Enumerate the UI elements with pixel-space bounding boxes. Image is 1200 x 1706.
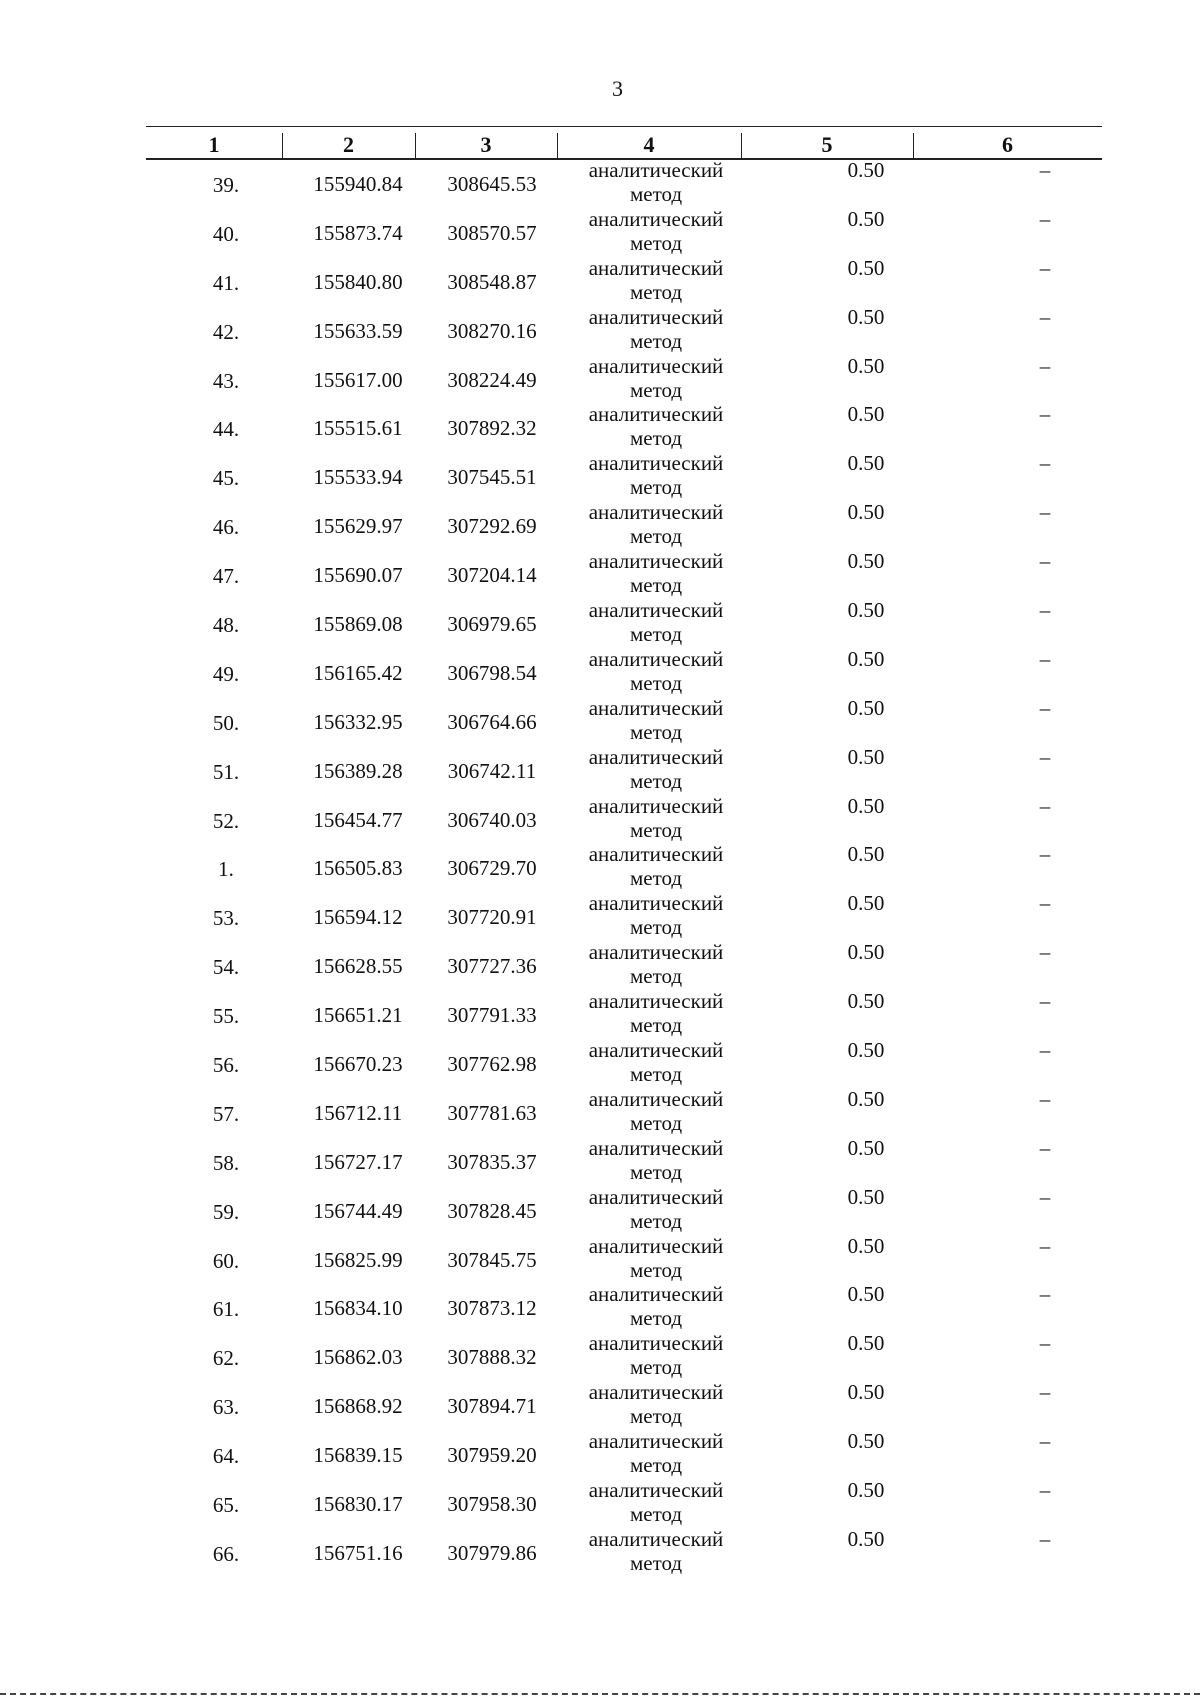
empty-dash: – (1039, 1478, 1051, 1503)
table-row (146, 842, 1102, 891)
table-row (146, 1527, 1102, 1576)
accuracy-value: 0.50 (847, 842, 885, 867)
method-line-2: метод (629, 1110, 683, 1135)
coordinate-y: 307292.69 (447, 514, 537, 539)
coordinate-y: 306742.11 (447, 758, 537, 783)
method-line-1: аналитический (588, 158, 724, 182)
method-line-1: аналитический (588, 402, 724, 427)
method-line-1: аналитический (588, 598, 724, 623)
empty-dash: – (1039, 206, 1051, 231)
method-line-2: метод (629, 670, 683, 695)
method-line-1: аналитический (588, 1478, 724, 1503)
method-cell (546, 1038, 766, 1086)
accuracy-value: 0.50 (847, 402, 885, 427)
method-cell (546, 549, 766, 597)
method-cell (546, 842, 766, 890)
method-line-1: аналитический (588, 744, 724, 769)
coordinate-y: 307545.51 (447, 465, 537, 490)
method-cell (546, 1087, 766, 1135)
method-line-1: аналитический (588, 989, 724, 1014)
method-line-1: аналитический (588, 304, 724, 329)
table-row (146, 989, 1102, 1038)
accuracy-value: 0.50 (847, 744, 885, 769)
coordinate-y: 307781.63 (447, 1100, 537, 1125)
accuracy-value: 0.50 (847, 158, 885, 182)
coordinate-x: 156825.99 (313, 1247, 403, 1272)
coordinate-x: 156862.03 (313, 1345, 403, 1370)
coordinate-y: 308548.87 (447, 269, 537, 294)
accuracy-value: 0.50 (847, 1380, 885, 1405)
coordinate-x: 156651.21 (313, 1003, 403, 1028)
coordinate-x: 155629.97 (313, 514, 403, 539)
point-number: 53. (212, 906, 240, 931)
coordinate-x: 155690.07 (313, 563, 403, 588)
method-line-1: аналитический (588, 451, 724, 476)
coordinate-y: 307204.14 (447, 563, 537, 588)
method-line-2: метод (629, 1062, 683, 1087)
coordinate-x: 156868.92 (313, 1394, 403, 1419)
table-row (146, 549, 1102, 598)
header-col-4: 4 (557, 133, 742, 158)
point-number: 44. (212, 417, 240, 442)
method-line-1: аналитический (588, 646, 724, 671)
method-cell (546, 696, 766, 744)
method-line-1: аналитический (588, 1331, 724, 1356)
coordinate-y: 306764.66 (447, 709, 537, 734)
method-cell (546, 891, 766, 939)
accuracy-value: 0.50 (847, 1429, 885, 1454)
empty-dash: – (1039, 940, 1051, 965)
coordinate-x: 155633.59 (313, 318, 403, 343)
method-cell (546, 1380, 766, 1428)
method-line-2: метод (629, 182, 683, 206)
method-cell (546, 1282, 766, 1330)
accuracy-value: 0.50 (847, 989, 885, 1014)
coordinate-y: 307762.98 (447, 1052, 537, 1077)
empty-dash: – (1039, 402, 1051, 427)
header-col-2: 2 (282, 133, 416, 158)
method-line-2: метод (629, 622, 683, 647)
table-row (146, 1429, 1102, 1478)
empty-dash: – (1039, 842, 1051, 867)
empty-dash: – (1039, 500, 1051, 525)
point-number: 58. (212, 1150, 240, 1175)
coordinate-x: 156834.10 (313, 1296, 403, 1321)
method-cell (546, 256, 766, 304)
coordinate-y: 307835.37 (447, 1149, 537, 1174)
coordinate-x: 156727.17 (313, 1149, 403, 1174)
page-bottom-edge (0, 1693, 1200, 1695)
accuracy-value: 0.50 (847, 451, 885, 476)
empty-dash: – (1039, 451, 1051, 476)
method-cell (546, 940, 766, 988)
coordinate-y: 307979.86 (447, 1540, 537, 1565)
point-number: 42. (212, 319, 240, 344)
point-number: 52. (212, 808, 240, 833)
method-line-1: аналитический (588, 1429, 724, 1454)
point-number: 63. (212, 1395, 240, 1420)
method-cell (546, 1234, 766, 1282)
point-number: 60. (212, 1248, 240, 1273)
method-cell (546, 1136, 766, 1184)
coordinate-x: 155873.74 (313, 220, 403, 245)
empty-dash: – (1039, 1184, 1051, 1209)
accuracy-value: 0.50 (847, 1086, 885, 1111)
table-row (146, 598, 1102, 647)
empty-dash: – (1039, 304, 1051, 329)
point-number: 48. (212, 613, 240, 638)
coordinate-x: 155869.08 (313, 612, 403, 637)
empty-dash: – (1039, 744, 1051, 769)
method-line-2: метод (629, 1257, 683, 1282)
empty-dash: – (1039, 1038, 1051, 1063)
method-cell (546, 207, 766, 255)
coordinate-y: 307892.32 (447, 416, 537, 441)
point-number: 59. (212, 1199, 240, 1224)
coordinate-x: 156839.15 (313, 1443, 403, 1468)
coordinate-y: 307828.45 (447, 1198, 537, 1223)
empty-dash: – (1039, 989, 1051, 1014)
table-row (146, 1331, 1102, 1380)
table-row (146, 745, 1102, 794)
empty-dash: – (1039, 1429, 1051, 1454)
method-line-1: аналитический (588, 1526, 724, 1551)
table-top-rule (146, 126, 1102, 127)
table-row (146, 1087, 1102, 1136)
coordinate-x: 156594.12 (313, 905, 403, 930)
method-cell (546, 794, 766, 842)
point-number: 43. (212, 368, 240, 393)
coordinate-y: 307845.75 (447, 1247, 537, 1272)
coordinate-y: 306740.03 (447, 807, 537, 832)
method-cell (546, 1478, 766, 1526)
method-line-2: метод (629, 915, 683, 940)
method-line-1: аналитический (588, 255, 724, 280)
empty-dash: – (1039, 1282, 1051, 1307)
empty-dash: – (1039, 549, 1051, 574)
coordinate-y: 308570.57 (447, 220, 537, 245)
accuracy-value: 0.50 (847, 646, 885, 671)
accuracy-value: 0.50 (847, 1478, 885, 1503)
table-row (146, 354, 1102, 403)
point-number: 49. (212, 661, 240, 686)
table-row (146, 891, 1102, 940)
empty-dash: – (1039, 1526, 1051, 1551)
accuracy-value: 0.50 (847, 598, 885, 623)
method-line-1: аналитический (588, 891, 724, 916)
table-header (146, 133, 1102, 160)
coordinate-y: 308270.16 (447, 318, 537, 343)
method-line-2: метод (629, 1208, 683, 1233)
accuracy-value: 0.50 (847, 1038, 885, 1063)
point-number: 47. (212, 564, 240, 589)
method-cell (546, 1185, 766, 1233)
table-row (146, 305, 1102, 354)
method-cell (546, 1331, 766, 1379)
method-line-2: метод (629, 279, 683, 304)
method-line-2: метод (629, 475, 683, 500)
accuracy-value: 0.50 (847, 1184, 885, 1209)
table-row (146, 256, 1102, 305)
header-col-1: 1 (146, 133, 283, 158)
empty-dash: – (1039, 793, 1051, 818)
table-row (146, 1380, 1102, 1429)
accuracy-value: 0.50 (847, 304, 885, 329)
point-number: 54. (212, 955, 240, 980)
coordinate-x: 156505.83 (313, 856, 403, 881)
method-cell (546, 305, 766, 353)
method-line-2: метод (629, 524, 683, 549)
coordinate-y: 306979.65 (447, 612, 537, 637)
method-line-1: аналитический (588, 695, 724, 720)
method-line-2: метод (629, 426, 683, 451)
empty-dash: – (1039, 255, 1051, 280)
header-col-5: 5 (741, 133, 914, 158)
table-row (146, 500, 1102, 549)
empty-dash: – (1039, 158, 1051, 182)
method-line-2: метод (629, 1404, 683, 1429)
method-cell (546, 500, 766, 548)
method-line-1: аналитический (588, 1184, 724, 1209)
table-row (146, 402, 1102, 451)
method-cell (546, 402, 766, 450)
accuracy-value: 0.50 (847, 940, 885, 965)
accuracy-value: 0.50 (847, 500, 885, 525)
method-line-2: метод (629, 1453, 683, 1478)
method-line-1: аналитический (588, 353, 724, 378)
method-cell (546, 1527, 766, 1575)
method-line-2: метод (629, 964, 683, 989)
accuracy-value: 0.50 (847, 1526, 885, 1551)
header-col-3: 3 (415, 133, 558, 158)
coordinate-y: 307720.91 (447, 905, 537, 930)
coordinate-x: 155515.61 (313, 416, 403, 441)
coordinate-x: 156628.55 (313, 954, 403, 979)
table-row (146, 207, 1102, 256)
point-number: 45. (212, 466, 240, 491)
point-number: 39. (212, 173, 240, 197)
method-cell (546, 647, 766, 695)
method-line-1: аналитический (588, 206, 724, 231)
page-number: 3 (612, 76, 623, 101)
method-line-2: метод (629, 1355, 683, 1380)
accuracy-value: 0.50 (847, 1331, 885, 1356)
point-number: 61. (212, 1297, 240, 1322)
point-number: 62. (212, 1346, 240, 1371)
method-line-1: аналитический (588, 1380, 724, 1405)
coordinate-x: 156751.16 (313, 1540, 403, 1565)
method-line-2: метод (629, 1306, 683, 1331)
method-line-2: метод (629, 1013, 683, 1038)
accuracy-value: 0.50 (847, 1282, 885, 1307)
point-number: 66. (212, 1541, 240, 1566)
coordinate-x: 156830.17 (313, 1492, 403, 1517)
coordinate-y: 308645.53 (447, 172, 537, 196)
empty-dash: – (1039, 891, 1051, 916)
coordinate-y: 307958.30 (447, 1492, 537, 1517)
method-cell (546, 158, 766, 206)
coordinate-x: 155940.84 (313, 172, 403, 196)
point-number: 65. (212, 1493, 240, 1518)
method-line-1: аналитический (588, 1135, 724, 1160)
method-line-2: метод (629, 866, 683, 891)
method-line-1: аналитический (588, 500, 724, 525)
accuracy-value: 0.50 (847, 206, 885, 231)
method-line-2: метод (629, 377, 683, 402)
method-cell (546, 745, 766, 793)
table-row (146, 1038, 1102, 1087)
empty-dash: – (1039, 1086, 1051, 1111)
coordinate-y: 308224.49 (447, 367, 537, 392)
method-line-2: метод (629, 230, 683, 255)
point-number: 1. (218, 857, 234, 882)
point-number: 64. (212, 1444, 240, 1469)
method-line-1: аналитический (588, 1282, 724, 1307)
accuracy-value: 0.50 (847, 353, 885, 378)
point-number: 55. (212, 1004, 240, 1029)
point-number: 40. (212, 221, 240, 246)
accuracy-value: 0.50 (847, 549, 885, 574)
coordinate-x: 156389.28 (313, 758, 403, 783)
coordinate-y: 307791.33 (447, 1003, 537, 1028)
empty-dash: – (1039, 646, 1051, 671)
point-number: 56. (212, 1053, 240, 1078)
coordinate-x: 156165.42 (313, 660, 403, 685)
point-number: 51. (212, 759, 240, 784)
header-col-6: 6 (1002, 132, 1013, 157)
method-line-2: метод (629, 1159, 683, 1184)
point-number: 41. (212, 270, 240, 295)
accuracy-value: 0.50 (847, 695, 885, 720)
empty-dash: – (1039, 695, 1051, 720)
coordinate-y: 307888.32 (447, 1345, 537, 1370)
table-row (146, 794, 1102, 843)
table-body (146, 158, 1102, 1576)
method-line-2: метод (629, 768, 683, 793)
coordinate-x: 155840.80 (313, 269, 403, 294)
table-row (146, 158, 1102, 207)
method-line-2: метод (629, 817, 683, 842)
accuracy-value: 0.50 (847, 793, 885, 818)
method-cell (546, 354, 766, 402)
accuracy-value: 0.50 (847, 1135, 885, 1160)
accuracy-value: 0.50 (847, 891, 885, 916)
method-cell (546, 451, 766, 499)
coordinate-x: 156454.77 (313, 807, 403, 832)
method-line-2: метод (629, 328, 683, 353)
coordinate-x: 155533.94 (313, 465, 403, 490)
empty-dash: – (1039, 1380, 1051, 1405)
empty-dash: – (1039, 353, 1051, 378)
method-line-1: аналитический (588, 549, 724, 574)
coordinate-y: 306798.54 (447, 660, 537, 685)
method-line-2: метод (629, 1502, 683, 1527)
table-row (146, 647, 1102, 696)
empty-dash: – (1039, 598, 1051, 623)
coordinate-x: 156744.49 (313, 1198, 403, 1223)
empty-dash: – (1039, 1233, 1051, 1258)
method-line-1: аналитический (588, 1086, 724, 1111)
point-number: 57. (212, 1101, 240, 1126)
coordinate-y: 307873.12 (447, 1296, 537, 1321)
method-line-2: метод (629, 573, 683, 598)
table-row (146, 696, 1102, 745)
method-cell (546, 1429, 766, 1477)
method-cell (546, 989, 766, 1037)
method-line-1: аналитический (588, 1038, 724, 1063)
table-row (146, 940, 1102, 989)
table-row (146, 1234, 1102, 1283)
coordinate-y: 307894.71 (447, 1394, 537, 1419)
method-line-2: метод (629, 719, 683, 744)
method-cell (546, 598, 766, 646)
coordinate-x: 155617.00 (313, 367, 403, 392)
empty-dash: – (1039, 1135, 1051, 1160)
coordinate-x: 156712.11 (313, 1100, 403, 1125)
accuracy-value: 0.50 (847, 1233, 885, 1258)
method-line-1: аналитический (588, 1233, 724, 1258)
coordinate-y: 307959.20 (447, 1443, 537, 1468)
table-row (146, 1185, 1102, 1234)
empty-dash: – (1039, 1331, 1051, 1356)
method-line-1: аналитический (588, 940, 724, 965)
accuracy-value: 0.50 (847, 255, 885, 280)
coordinate-x: 156670.23 (313, 1052, 403, 1077)
table-row (146, 451, 1102, 500)
table-row (146, 1478, 1102, 1527)
table-row (146, 1282, 1102, 1331)
coordinate-x: 156332.95 (313, 709, 403, 734)
method-line-1: аналитический (588, 793, 724, 818)
method-line-1: аналитический (588, 842, 724, 867)
coordinate-y: 306729.70 (447, 856, 537, 881)
coordinate-y: 307727.36 (447, 954, 537, 979)
table-row (146, 1136, 1102, 1185)
point-number: 50. (212, 710, 240, 735)
method-line-2: метод (629, 1550, 683, 1575)
point-number: 46. (212, 515, 240, 540)
